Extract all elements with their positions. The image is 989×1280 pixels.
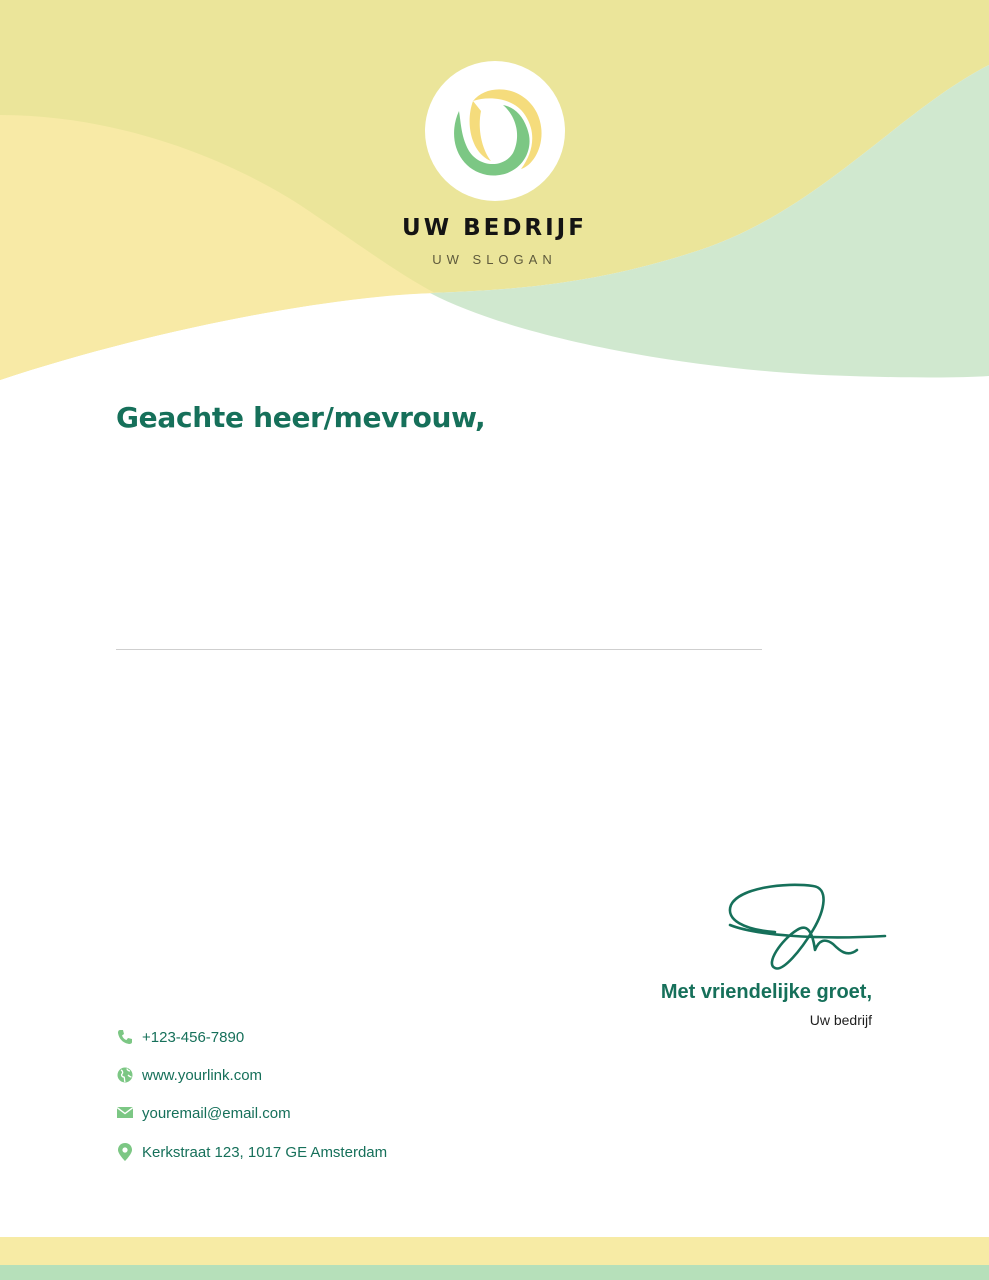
signature-icon [725, 880, 890, 975]
company-name: UW BEDRIJF [402, 215, 587, 241]
contact-website [116, 1066, 262, 1084]
sender-name: Uw bedrijf [809, 1012, 872, 1028]
contact-phone [116, 1028, 244, 1046]
letter-greeting: Geachte heer/mevrouw, [116, 401, 486, 434]
letter-closing: Met vriendelijke groet, [660, 981, 872, 1003]
mail-icon [116, 1104, 134, 1122]
footer-band-green [0, 1265, 989, 1280]
divider-line [116, 649, 762, 650]
company-slogan: UW SLOGAN [432, 252, 557, 267]
swirl-logo-icon [425, 61, 565, 201]
footer-band-yellow [0, 1237, 989, 1265]
email-address[interactable]: youremail@email.com [142, 1104, 291, 1122]
phone-number: +123-456-7890 [142, 1028, 245, 1046]
contact-address [116, 1143, 387, 1161]
logo [425, 61, 565, 201]
contact-email [116, 1104, 291, 1122]
phone-icon [116, 1028, 134, 1046]
website-link[interactable]: www.yourlink.com [142, 1066, 263, 1084]
location-pin-icon [116, 1143, 134, 1161]
street-address: Kerkstraat 123, 1017 GE Amsterdam [142, 1143, 388, 1161]
globe-icon [116, 1066, 134, 1084]
